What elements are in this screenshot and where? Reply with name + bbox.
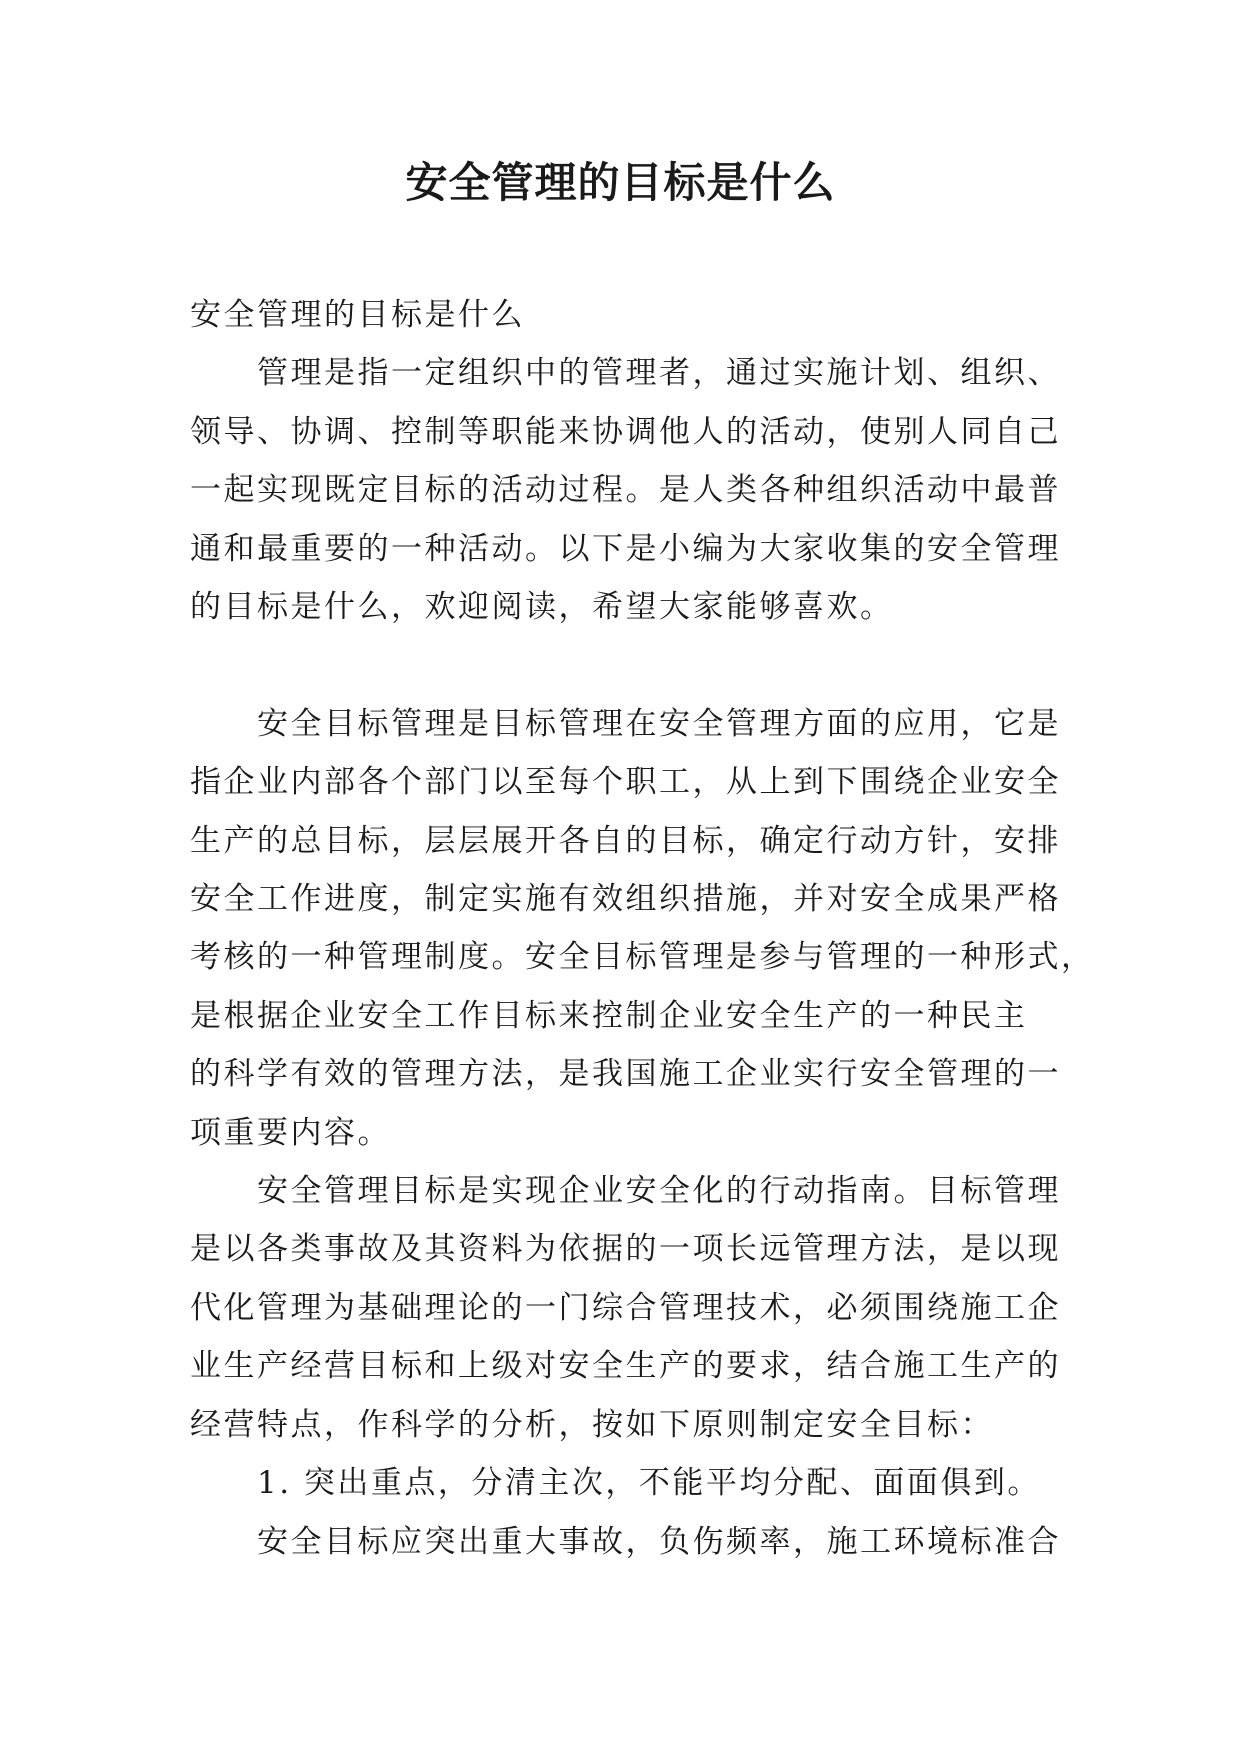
text-line: 安全工作进度，制定实施有效组织措施，并对安全成果严格 bbox=[190, 881, 1061, 918]
text-line: 经营特点，作科学的分析，按如下原则制定安全目标： bbox=[190, 1406, 994, 1443]
list-item-line: 1. 突出重点，分清主次，不能平均分配、面面俱到。 bbox=[190, 1465, 1041, 1502]
text-line: 安全管理目标是实现企业安全化的行动指南。目标管理 bbox=[190, 1173, 1061, 1210]
text-line: 是根据企业安全工作目标来控制企业安全生产的一种民主 bbox=[190, 997, 1028, 1034]
text-line: 代化管理为基础理论的一门综合管理技术，必须围绕施工企 bbox=[190, 1289, 1061, 1326]
text-line: 是以各类事故及其资料为依据的一项长远管理方法，是以现 bbox=[190, 1231, 1061, 1268]
text-line: 安全目标应突出重大事故，负伤频率，施工环境标准合 bbox=[190, 1523, 1061, 1560]
text-line: 考核的一种管理制度。安全目标管理是参与管理的一种形式， bbox=[190, 939, 1095, 976]
subtitle-line: 安全管理的目标是什么 bbox=[190, 297, 525, 333]
text-line: 安全目标管理是目标管理在安全管理方面的应用，它是 bbox=[190, 705, 1061, 742]
text-line: 一起实现既定目标的活动过程。是人类各种组织活动中最普 bbox=[190, 472, 1061, 509]
text-line: 的目标是什么，欢迎阅读，希望大家能够喜欢。 bbox=[190, 589, 894, 626]
document-body bbox=[190, 286, 1095, 1571]
text-line: 项重要内容。 bbox=[190, 1114, 391, 1151]
paragraph-gap bbox=[190, 636, 1052, 694]
document-title: 安全管理的目标是什么 bbox=[405, 158, 836, 207]
text-line: 管理是指一定组织中的管理者，通过实施计划、组织、 bbox=[190, 355, 1061, 392]
text-line: 通和最重要的一种活动。以下是小编为大家收集的安全管理 bbox=[190, 530, 1061, 567]
text-line: 的科学有效的管理方法，是我国施工企业实行安全管理的一 bbox=[190, 1056, 1061, 1093]
text-line: 业生产经营目标和上级对安全生产的要求，结合施工生产的 bbox=[190, 1348, 1061, 1385]
text-line: 生产的总目标，层层展开各自的目标，确定行动方针，安排 bbox=[190, 822, 1061, 859]
text-line: 领导、协调、控制等职能来协调他人的活动，使别人同自己 bbox=[190, 413, 1061, 450]
text-line: 指企业内部各个部门以至每个职工，从上到下围绕企业安全 bbox=[190, 764, 1061, 801]
